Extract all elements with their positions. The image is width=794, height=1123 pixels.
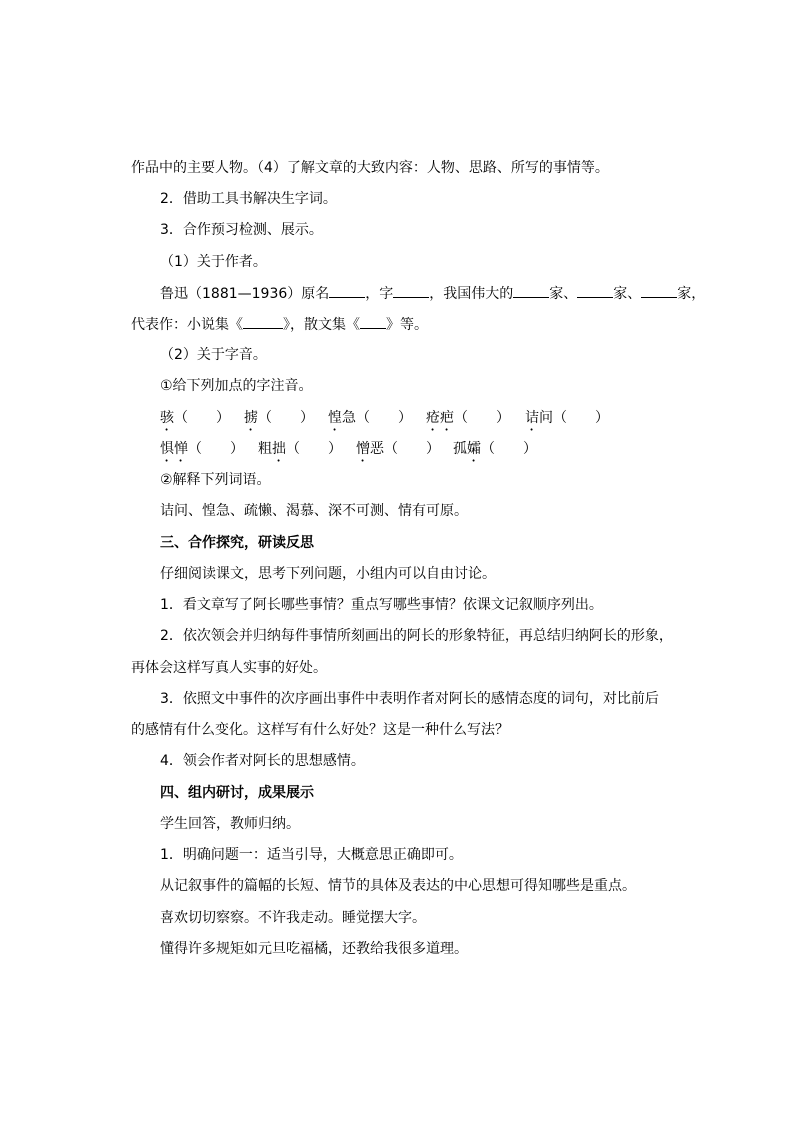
text-line: 2．借助工具书解决生字词。 <box>160 191 337 207</box>
author-line <box>160 283 705 304</box>
text-line: ②解释下列词语。 <box>160 472 271 488</box>
pinyin-item: 诘问（ ） <box>525 410 609 426</box>
text-line: 的感情有什么变化。这样写有什么好处？这是一种什么写法？ <box>131 722 509 738</box>
fill-blank[interactable] <box>513 283 549 298</box>
text-line: 2．依次领会并归纳每件事情所刻画出的阿长的形象特征，再总结归纳阿长的形象， <box>160 628 673 644</box>
fill-blank[interactable] <box>577 283 613 298</box>
fill-blank[interactable] <box>360 314 386 329</box>
text-segment: ，我国伟大的 <box>429 286 514 302</box>
text-segment: 家、 <box>613 286 642 302</box>
fill-blank[interactable] <box>393 283 429 298</box>
text-line: 4．领会作者对阿长的思想感情。 <box>160 753 365 769</box>
text-segment: 》，散文集《 <box>283 317 360 333</box>
section-heading: 三、合作探究，研读反思 <box>160 535 314 551</box>
pinyin-item: 粗拙（ ） <box>258 441 342 457</box>
pinyin-item: 惧惮（ ） <box>160 441 244 457</box>
text-line: 1．明确问题一：适当引导，大概意思正确即可。 <box>160 847 463 863</box>
text-line: 再体会这样写真人实事的好处。 <box>131 660 327 676</box>
text-line: ①给下列加点的字注音。 <box>160 378 313 394</box>
pinyin-item: 孤孀（ ） <box>453 441 537 457</box>
text-segment: 家， <box>677 286 706 302</box>
fill-blank[interactable] <box>641 283 677 298</box>
text-segment: 家、 <box>549 286 578 302</box>
text-line: 1．看文章写了阿长哪些事情？重点写哪些事情？依课文记叙顺序列出。 <box>160 597 603 613</box>
pinyin-item: 骇（ ） <box>160 410 230 426</box>
text-segment: 鲁迅（1881—1936）原名 <box>160 286 330 302</box>
text-line: （1）关于作者。 <box>160 254 267 270</box>
text-line: 3．合作预习检测、展示。 <box>160 222 323 238</box>
pinyin-item: 疮疤（ ） <box>426 410 510 426</box>
text-line: 学生回答，教师归纳。 <box>160 816 300 832</box>
pinyin-item: 惶急（ ） <box>328 410 412 426</box>
text-line: 仔细阅读课文，思考下列问题，小组内可以自由讨论。 <box>160 566 496 582</box>
text-line: （2）关于字音。 <box>160 347 267 363</box>
text-line: 作品中的主要人物。（4）了解文章的大致内容：人物、思路、所写的事情等。 <box>131 160 609 176</box>
pinyin-item: 掳（ ） <box>244 410 314 426</box>
works-line <box>131 314 428 335</box>
text-line: 诘问、惶急、疏懒、渴慕、深不可测、情有可原。 <box>160 503 468 519</box>
text-line: 3．依照文中事件的次序画出事件中表明作者对阿长的感情态度的词句，对比前后 <box>160 691 659 707</box>
text-segment: 代表作：小说集《 <box>131 317 243 333</box>
text-line: 喜欢切切察察。不许我走动。睡觉摆大字。 <box>160 910 426 926</box>
section-heading: 四、组内研讨，成果展示 <box>160 785 314 801</box>
text-segment: ，字 <box>365 286 394 302</box>
text-line: 从记叙事件的篇幅的长短、情节的具体及表达的中心思想可得知哪些是重点。 <box>160 878 636 894</box>
fill-blank[interactable] <box>243 314 283 329</box>
text-line: 懂得许多规矩如元旦吃福橘，还教给我很多道理。 <box>160 941 468 957</box>
text-segment: 》等。 <box>386 317 428 333</box>
fill-blank[interactable] <box>329 283 365 298</box>
pinyin-item: 憎恶（ ） <box>356 441 440 457</box>
